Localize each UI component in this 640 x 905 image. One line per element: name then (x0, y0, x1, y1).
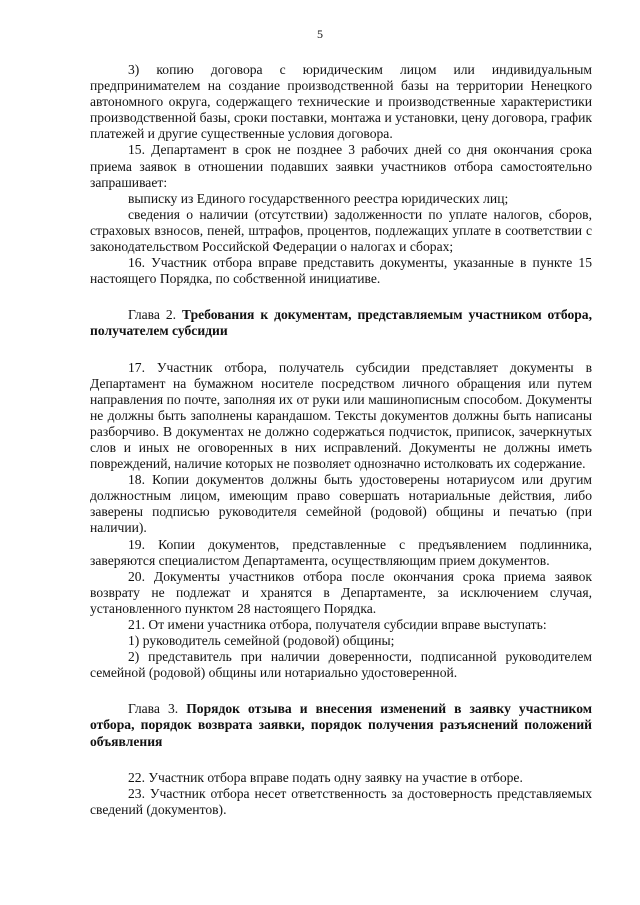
chapter-3-title: Порядок отзыва и внесения изменений в заявку участником отбора, порядок возврата заявки, порядок получения разъяснений положений объявления (90, 701, 592, 749)
paragraph-18: 18. Копии документов должны быть удостоверены нотариусом или другим должностным лицом, имеющим право совершать нотариальные действия, либо заверены подписью руководителя семейной (родовой) общины и печатью (при наличии). (90, 472, 592, 536)
paragraph-22: 22. Участник отбора вправе подать одну заявку на участие в отборе. (128, 769, 523, 785)
paragraph-20: 20. Документы участников отбора после окончания срока приема заявок возврату не подлежат и хранятся в Департаменте, за исключением случая, установленного пунктом 28 настоящего Порядка. (90, 568, 592, 616)
chapter-2-label: Глава 2. (128, 307, 183, 323)
paragraph-15-extract: выписку из Единого государственного реестра юридических лиц; (128, 190, 509, 206)
paragraph-21-representative: 2) представитель при наличии доверенности, подписанной руководителем семейной (родовой) общины или нотариально удостоверенной. (90, 649, 592, 681)
page-number: 5 (317, 27, 323, 41)
chapter-3-heading (90, 701, 592, 749)
chapter-3-label: Глава 3. (128, 701, 187, 717)
paragraph-19: 19. Копии документов, представленные с предъявлением подлинника, заверяются специалистом Департамента, осуществляющим прием документов. (90, 536, 592, 568)
paragraph-17: 17. Участник отбора, получатель субсидии представляет документы в Департамент на бумажном носителе посредством личного обращения или путем направления по почте, заполняя их от руки или машинописным способом. Документы не должны быть заполнены карандашом. Тексты документов должны быть написаны разборчиво. В документах не должно содержаться подчисток, приписок, зачеркнутых слов и иных не оговоренных в них исправлений. Документы не должны иметь повреждений, наличие которых не позволяет однозначно истолковать их содержание. (90, 359, 592, 472)
paragraph-23: 23. Участник отбора несет ответственность за достоверность представляемых сведений (документов). (90, 785, 592, 817)
paragraph-16: 16. Участник отбора вправе представить документы, указанные в пункте 15 настоящего Порядка, по собственной инициативе. (90, 255, 592, 287)
paragraph-21: 21. От имени участника отбора, получателя субсидии вправе выступать: (128, 617, 547, 632)
paragraph-21-head: 1) руководитель семейной (родовой) общины; (128, 633, 395, 649)
paragraph-3-item: 3) копию договора с юридическим лицом или индивидуальным предпринимателем на создание производственной базы на территории Ненецкого автономного округа, содержащего технические и производственные характеристики производственной базы, сроки поставки, монтажа и установки, цену договора, график платежей и другие существенные условия договора. (90, 62, 592, 142)
document-body (90, 62, 592, 818)
chapter-2-title: Требования к документам, представляемым участником отбора, получателем субсидии (90, 307, 592, 339)
paragraph-15: 15. Департамент в срок не позднее 3 рабочих дней со дня окончания срока приема заявок в отношении подавших заявки участников отбора самостоятельно запрашивает: (90, 142, 592, 190)
paragraph-15-debt-info: сведения о наличии (отсутствии) задолженности по уплате налогов, сборов, страховых взносов, пеней, штрафов, процентов, подлежащих уплате в соответствии с законодательством Российской Федерации о налогах и сборах; (90, 206, 592, 255)
chapter-2-heading (90, 307, 592, 339)
